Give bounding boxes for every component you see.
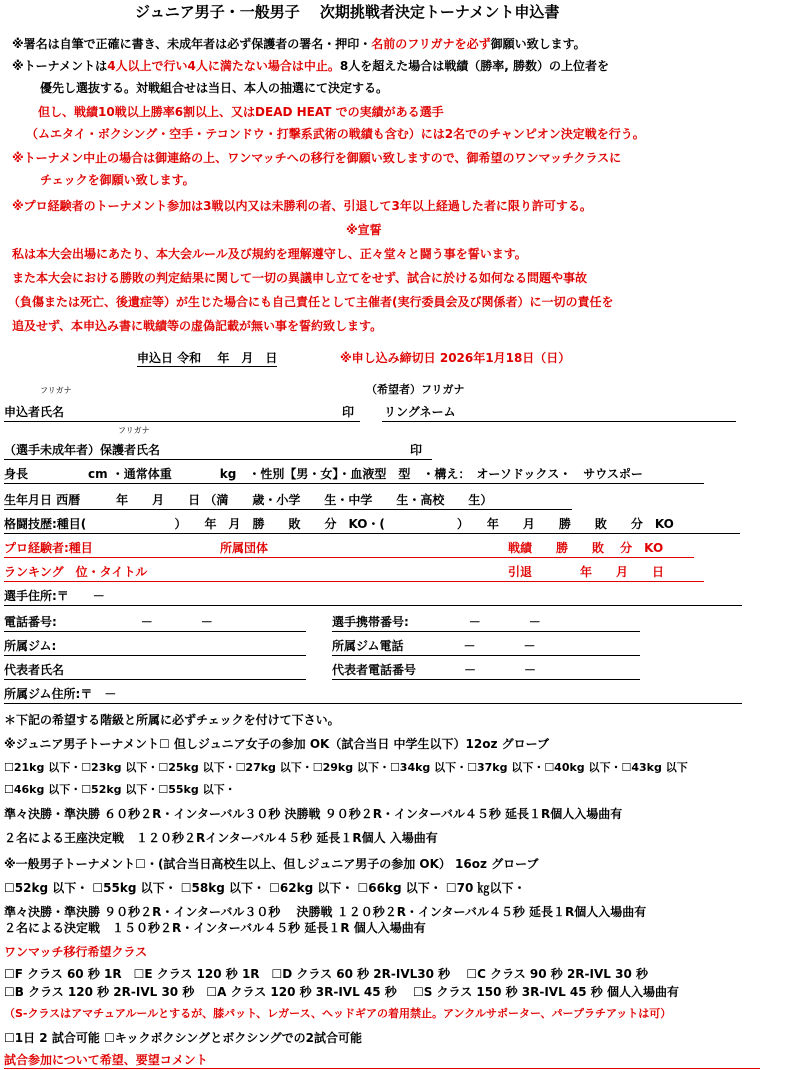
general-rules-1: 準々決勝・準決勝 ９０秒２R・インターバル３０秒 決勝戦 １２０秒２R・インターバル４５秒 延長１R個人入場曲有 [4, 905, 647, 919]
gym-name-label: 所属ジム: [4, 639, 57, 653]
martial-arts-record-row: 格闘技歴:種目( ） 年 月 勝 敗 分 KO・( ） 年 月 勝 敗 分 KO [4, 517, 674, 531]
note-tournament-rule [12, 58, 609, 74]
gym-name-field[interactable] [4, 655, 306, 656]
seal-mark-applicant: 印 [342, 405, 355, 419]
furigana-label-applicant: フリガナ [40, 386, 72, 395]
oath-line-3: （負傷または死亡、後遺症等）が生じた場合にも自己責任として主催者(実行委員会及び関係者）に一切の責任を [8, 295, 614, 309]
representative-phone-label: 代表者電話番号 － － [332, 663, 537, 677]
body-info-row: 身長 cm ・通常体重 kg ・性別【男・女】・血液型 型 ・構え： オーソドックス・ サウスポー [4, 467, 643, 481]
guardian-name-field[interactable] [4, 459, 432, 460]
player-address-field[interactable] [4, 605, 742, 606]
phone-number-label: 電話番号: － － [4, 615, 213, 629]
applicant-name-field[interactable] [4, 421, 360, 422]
note-cancel: ※トーナメン中止の場合は御連絡の上、ワンマッチへの移行を御願い致しますので、御希望のワンマッチクラスに [12, 151, 622, 165]
birth-date-field[interactable] [4, 509, 572, 510]
note-signature-text: ※署名は自筆で正確に書き、未成年者は必ず保護者の署名・押印・ [12, 37, 372, 51]
gym-phone-field[interactable] [332, 655, 640, 656]
s-class-note: （S-クラスはアマチュアルールとするが、膝パット、レガース、ヘッドギアの着用禁止。アンクルサポーター、パープラチアットは可） [4, 1007, 672, 1020]
ranking-label: ランキング 位・タイトル [4, 565, 148, 579]
player-address-label: 選手住所:〒 － [4, 589, 105, 603]
seal-mark-guardian: 印 [410, 443, 423, 457]
application-date[interactable]: 申込日 令和 年 月 日 [137, 351, 278, 365]
pro-experience-field[interactable] [4, 557, 694, 558]
note-furigana-required: 名前のフリガナを必ず [371, 37, 491, 51]
guardian-name-label: （選手未成年者）保護者氏名 [4, 443, 161, 457]
note-signature-end: 御願い致します。 [490, 37, 586, 51]
junior-weight-classes-2[interactable]: ☐46kg 以下・☐52kg 以下・☐55kg 以下・ [4, 783, 236, 796]
note-tournament-prefix: ※トーナメントは [12, 59, 108, 73]
junior-tournament-checkbox[interactable]: ※ジュニア男子トーナメント☐ 但しジュニア女子の参加 OK（試合当日 中学生以下）12oz グローブ [4, 737, 550, 751]
note-signature [12, 36, 586, 52]
ranking-field[interactable] [4, 581, 704, 582]
furigana-label-guardian: フリガナ [118, 426, 150, 435]
oath-line-4: 追及せず、本申込み書に戦績等の虚偽記載が無い事を誓約致します。 [12, 319, 383, 333]
oath-line-1: 私は本大会出場にあたり、本大会ルール及び規約を理解遵守し、正々堂々と闘う事を誓います。 [12, 247, 527, 261]
oath-line-2: また本大会における勝敗の判定結果に関して一切の異議申し立てをせず、試合に於ける如何なる問題や事故 [12, 271, 588, 285]
onematch-heading: ワンマッチ移行希望クラス [4, 945, 148, 959]
note-cancel-check: チェックを御願い致します。 [40, 173, 195, 187]
note-selection-cont: 優先し選抜する。対戦組合せは当日、本人の抽選にて決定する。 [40, 81, 389, 95]
general-rules-2: ２名による決定戦 １５０秒２R・インターバル４５秒 延長１R 個人入場曲有 [4, 921, 426, 935]
retirement-label: 引退 年 月 日 [508, 565, 665, 579]
junior-rules-2: ２名による王座決定戦 １２０秒２Rインターバル４５秒 延長１R個人 入場曲有 [4, 831, 438, 845]
deadline-notice: ※申し込み締切日 2026年1月18日（日） [340, 351, 571, 365]
ring-name-label: リングネーム [384, 405, 456, 419]
mobile-number-label: 選手携帯番号: － － [332, 615, 541, 629]
pro-event-label: プロ経験者:種目 [4, 541, 93, 555]
note-champion-match: （ムエタイ・ボクシング・空手・テコンドウ・打撃系武術の戦績も含む）には2名でのチャンピオン決定戦を行う。 [26, 127, 645, 141]
general-tournament-checkbox[interactable]: ※一般男子トーナメント☐・(試合当日高校生以上、但しジュニア男子の参加 OK） 16oz グローブ [4, 857, 539, 871]
note-champion-condition: 但し、戦績10戦以上勝率6割以上、又はDEAD HEAT での実績がある選手 [38, 105, 444, 119]
representative-name-field[interactable] [4, 679, 306, 680]
page-title: ジュニア男子・一般男子 次期挑戦者決定トーナメント申込書 [135, 3, 560, 21]
pro-organization-label: 所属団体 [220, 541, 269, 555]
oath-heading: ※宣誓 [346, 223, 382, 237]
gym-address-field[interactable] [4, 703, 742, 704]
birth-date-row: 生年月日 西暦 年 月 日 （満 歳・小学 生・中学 生・高校 生） [4, 493, 493, 507]
onematch-classes-2[interactable]: ☐B クラス 120 秒 2R-IVL 30 秒 ☐A クラス 120 秒 3R-IVL 45 秒 ☐S クラス 150 秒 3R-IVL 45 秒 個人入場曲有 [4, 985, 679, 999]
onematch-classes-1[interactable]: ☐F クラス 60 秒 1R ☐E クラス 120 秒 1R ☐D クラス 60 秒 2R-IVL30 秒 ☐C クラス 90 秒 2R-IVL 30 秒 [4, 967, 648, 981]
representative-phone-field[interactable] [332, 679, 640, 680]
junior-weight-classes-1[interactable]: ☐21kg 以下・☐23kg 以下・☐25kg 以下・☐27kg 以下・☐29kg 以下・☐34kg 以下・☐37kg 以下・☐40kg 以下・☐43kg 以下 [4, 761, 688, 774]
note-pro-experience: ※プロ経験者のトーナメント参加は3戦以内又は未勝利の者、引退して3年以上経過した者に限り許可する。 [12, 199, 592, 213]
ring-name-field[interactable] [382, 421, 736, 422]
general-weight-classes[interactable]: ☐52kg 以下・ ☐55kg 以下・ ☐58kg 以下・ ☐62kg 以下・ ☐66kg 以下・ ☐70 ㎏以下・ [4, 881, 526, 895]
martial-arts-record-field[interactable] [4, 533, 740, 534]
class-selection-intro: ＊下記の希望する階級と所属に必ずチェックを付けて下さい。 [4, 713, 340, 727]
note-minimum-players: 4人以上で行い4人に満たない場合は中止。 [107, 59, 340, 73]
representative-name-label: 代表者氏名 [4, 663, 65, 677]
pro-record-label: 戦績 勝 敗 分 KO [508, 541, 664, 555]
phone-number-field[interactable] [4, 631, 306, 632]
mobile-number-field[interactable] [332, 631, 640, 632]
ring-name-furigana-label: （希望者）フリガナ [366, 383, 465, 396]
junior-rules-1: 準々決勝・準決勝 ６０秒２R・インターバル３０秒 決勝戦 ９０秒２R・インターバル４５秒 延長１R個人入場曲有 [4, 807, 623, 821]
comment-label: 試合参加について希望、要望コメント [4, 1053, 208, 1067]
comment-field[interactable] [4, 1068, 760, 1069]
gym-address-label: 所属ジム住所:〒 － [4, 687, 117, 701]
applicant-name-label: 申込者氏名 [4, 405, 65, 419]
gym-phone-label: 所属ジム電話 － － [332, 639, 536, 653]
note-selection-rule: 8人を超えた場合は戦績（勝率, 勝数）の上位者を [339, 59, 609, 73]
body-info-field[interactable] [4, 483, 704, 484]
double-match-options[interactable]: ☐1日 2 試合可能 ☐キックボクシングとボクシングでの2試合可能 [4, 1031, 363, 1045]
